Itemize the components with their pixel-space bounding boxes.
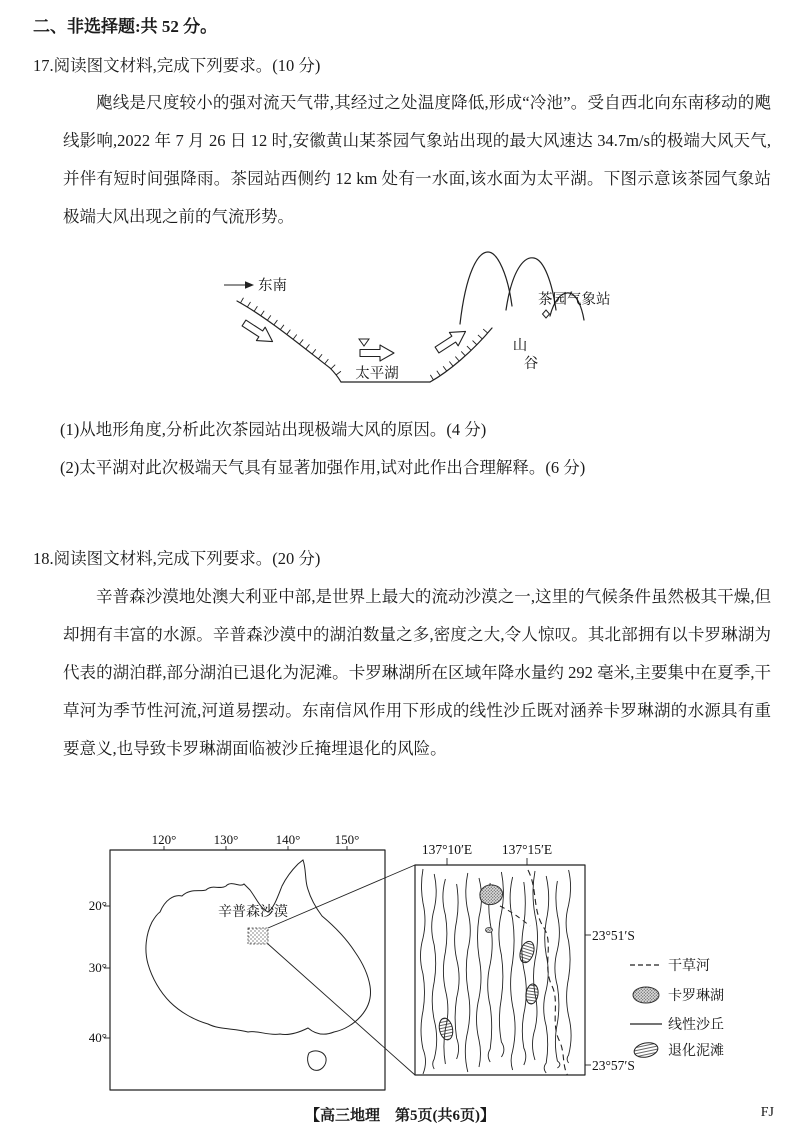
valley-label-top: 山	[512, 338, 528, 354]
hachure-tick	[267, 315, 270, 320]
lat-label-23-57: 23°57′S	[592, 1058, 635, 1073]
australia-map-frame	[110, 850, 385, 1090]
lon-label-150: 150°	[334, 832, 360, 847]
tasmania-outline	[308, 1051, 326, 1070]
legend-label-dry-river: 干草河	[668, 959, 710, 974]
linear-dune-line	[455, 884, 460, 1059]
question-17-passage: 飑线是尺度较小的强对流天气带,其经过之处温度降低,形成“冷池”。受自西北向东南移动的飑线影响,2022 年 7 月 26 日 12 时,安徽黄山某茶园气象站出现的最大风速达 34.7m/s的极端大风天气,并伴有短时间强降雨。茶园站西侧约 12 km 处有一水面,该水面为太平湖。下图示意该茶园气象站极端大风出现之前的气流形势。	[63, 93, 771, 226]
station-marker-icon	[543, 310, 550, 318]
linear-dune-line	[421, 869, 426, 1074]
question-17-sub2: (2)太平湖对此次极端天气具有显著加强作用,试对此作出合理解释。(6 分)	[60, 458, 586, 477]
hachure-tick	[461, 351, 465, 355]
station-label: 茶园气象站	[538, 292, 611, 308]
question-18-passage: 辛普森沙漠地处澳大利亚中部,是世界上最大的流动沙漠之一,这里的气候条件虽然极其干燥,但却拥有丰富的水源。辛普森沙漠中的湖泊数量之多,密度之大,令人惊叹。其北部拥有以卡罗琳湖为代表的湖泊群,部分湖泊已退化为泥滩。卡罗琳湖所在区域年降水量约 292 毫米,主要集中在夏季,干草河为季节性河流,河道易摆动。东南信风作用下形成的线性沙丘既对涵养卡罗琳湖的水源具有重要意义,也导致卡罗琳湖面临被沙丘掩埋退化的风险。	[63, 587, 771, 758]
question-17-sub1: (1)从地形角度,分析此次茶园站出现极端大风的原因。(4 分)	[60, 420, 487, 439]
lat-label-20: 20°	[88, 898, 107, 913]
hachure-tick	[455, 357, 459, 362]
hachure-tick	[261, 311, 264, 316]
lake-label: 太平湖	[355, 366, 399, 382]
question-18-heading: 18.阅读图文材料,完成下列要求。(20 分)	[33, 549, 321, 568]
hachure-tick	[280, 325, 284, 330]
hachure-tick	[483, 329, 488, 333]
hachure-tick	[299, 339, 303, 344]
hachure-tick	[325, 359, 329, 364]
linear-dune-line	[488, 883, 493, 1062]
wind-direction-label: 东南	[258, 278, 287, 294]
hachure-tick	[240, 298, 243, 303]
footer-code: FJ	[760, 1105, 774, 1120]
question-17-heading: 17.阅读图文材料,完成下列要求。(10 分)	[33, 56, 321, 75]
mudflat-ellipse	[525, 983, 540, 1004]
q17-airflow-diagram	[180, 246, 650, 414]
water-level-icon	[359, 339, 369, 346]
desert-label: 辛普森沙漠	[218, 905, 288, 920]
lat-label-30: 30°	[88, 960, 107, 975]
lat-label-23-51: 23°51′S	[592, 928, 635, 943]
hachure-tick	[467, 346, 471, 350]
australia-outline	[146, 860, 371, 1035]
q18-maps-figure	[0, 828, 800, 1100]
linear-dune-line	[465, 873, 470, 1072]
legend-label-lake: 卡罗琳湖	[668, 989, 724, 1004]
airflow-arrow-downslope	[240, 316, 277, 348]
linear-dune-line	[522, 882, 527, 1065]
hachure-tick	[430, 375, 433, 380]
map-legend	[630, 958, 724, 1059]
hachure-tick	[437, 371, 440, 376]
legend-label-dune: 线性沙丘	[668, 1018, 724, 1033]
hachure-tick	[318, 354, 322, 359]
lon-label-137-10: 137°10′E	[421, 842, 473, 857]
inset-connector-top	[268, 865, 415, 928]
desert-marker	[248, 928, 268, 944]
hachure-tick	[274, 320, 278, 325]
hachure-tick	[312, 349, 316, 354]
inset-connector-bottom	[268, 944, 415, 1075]
valley-label-bottom: 谷	[523, 356, 539, 372]
hachure-tick	[473, 341, 477, 345]
mudflat-ellipse	[437, 1017, 454, 1041]
linear-dune-line	[432, 874, 437, 1069]
linear-dune-line	[477, 878, 482, 1067]
terrain-slope-left	[237, 301, 341, 382]
legend-mudflat-symbol	[633, 1041, 659, 1060]
page-footer: 【高三地理 第5页(共6页)】	[305, 1108, 495, 1124]
hachure-tick	[293, 335, 297, 340]
hachure-tick	[254, 306, 257, 311]
lon-label-137-15: 137°15′E	[501, 842, 553, 857]
section-header: 二、非选择题:共 52 分。	[33, 17, 218, 36]
lon-label-130: 130°	[213, 832, 239, 847]
mudflat-ellipse	[517, 940, 536, 965]
hachure-tick	[306, 344, 310, 349]
linear-dune-line	[544, 876, 549, 1073]
mountain-peak-left	[460, 252, 512, 324]
hachure-tick	[287, 330, 291, 335]
linear-dune-line	[510, 877, 515, 1070]
airflow-arrow-across-lake	[360, 345, 394, 361]
lon-label-140: 140°	[275, 832, 301, 847]
wind-arrow-head-icon	[245, 281, 254, 289]
hachure-tick	[443, 366, 447, 371]
linear-dune-line	[566, 870, 571, 1063]
hachure-tick	[331, 365, 335, 369]
legend-lake-symbol	[633, 987, 659, 1003]
legend-label-mudflat: 退化泥滩	[668, 1044, 724, 1059]
lat-label-40: 40°	[88, 1030, 107, 1045]
caroline-lake-blob	[480, 885, 503, 905]
small-lake-blob	[486, 928, 493, 933]
hachure-tick	[449, 362, 453, 367]
hachure-tick	[336, 371, 341, 375]
hachure-tick	[478, 335, 482, 339]
lon-label-120: 120°	[151, 832, 177, 847]
hachure-tick	[247, 302, 250, 307]
airflow-arrow-upslope	[433, 325, 470, 357]
